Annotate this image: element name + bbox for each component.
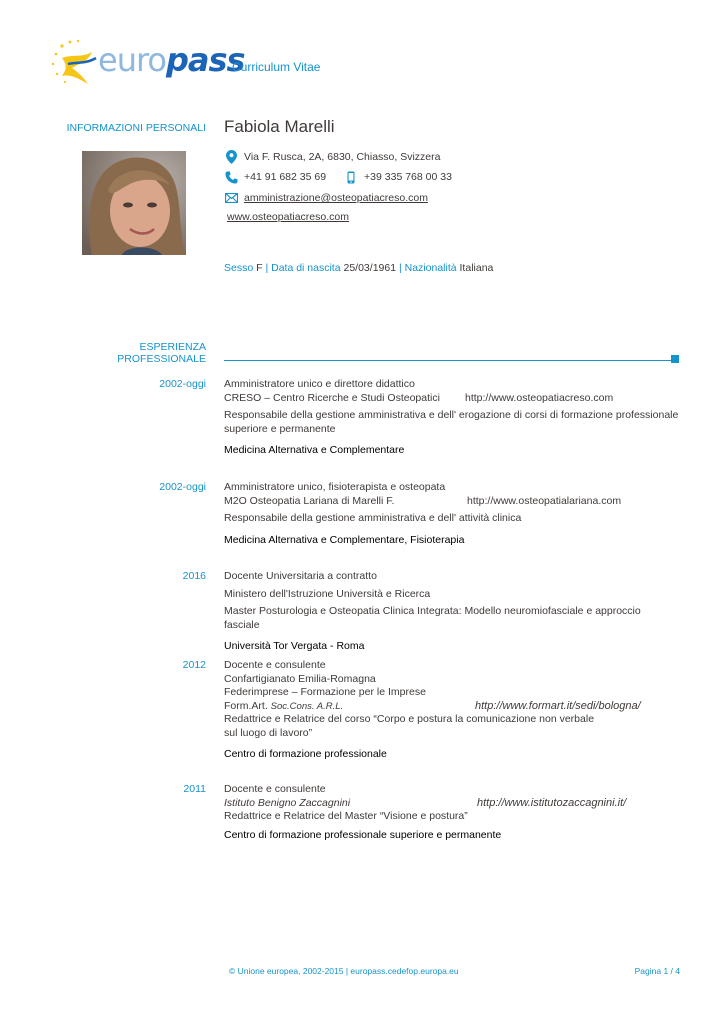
mobile-number[interactable]: +39 335 768 00 33 — [364, 171, 452, 183]
person-name: Fabiola Marelli — [224, 117, 335, 136]
entry-sector: Centro di formazione professionale — [224, 748, 387, 760]
entry-url[interactable]: http://www.osteopatialariana.com — [467, 494, 622, 507]
footer-copyright: © Unione europea, 2002-2015 | europass.cedefop.europa.eu — [229, 966, 459, 976]
entry-description: Responsabile della gestione amministrativa e dell' erogazione di corsi di formazione professionale superiore e permanente — [224, 409, 679, 435]
map-pin-icon — [224, 150, 238, 164]
experience-label-line1: ESPERIENZA — [139, 341, 206, 353]
entry-url[interactable]: http://www.formart.it/sedi/bologna/ — [475, 699, 641, 712]
entry-employer: CRESO – Centro Ricerche e Studi Osteopatici — [224, 391, 440, 404]
entry-employer-secondary: Federimprese – Formazione per le Imprese — [224, 686, 426, 698]
email-row — [224, 191, 428, 205]
entry-date: 2002-oggi — [159, 481, 206, 493]
entry-organisation-type: Soc.Cons. A.R.L. — [270, 700, 344, 712]
phone-icon — [224, 170, 238, 184]
entry-description: Redattrice e Relatrice del corso “Corpo e postura la comunicazione non verbale sul luogo di lavoro” — [224, 713, 595, 739]
birth-value: 25/03/1961 — [343, 262, 397, 274]
entry-date: 2016 — [182, 570, 206, 582]
entry-role: Docente e consulente — [224, 783, 326, 795]
experience-entry — [224, 570, 679, 654]
entry-date: 2012 — [182, 659, 206, 671]
entry-url[interactable]: http://www.osteopatiacreso.com — [465, 391, 614, 404]
entry-description: Master Posturologia e Osteopatia Clinica Integrata: Modello neuromiofasciale e approccio fasciale — [224, 605, 641, 631]
entry-sector: Università Tor Vergata - Roma — [224, 640, 365, 652]
nationality-value: Italiana — [459, 262, 494, 274]
personal-details-row — [224, 262, 493, 274]
entry-role: Docente e consulente — [224, 659, 326, 671]
experience-entry — [224, 659, 679, 762]
entry-employer: Ministero dell'Istruzione Università e Ricerca — [224, 587, 431, 600]
email-icon — [224, 191, 238, 205]
website-link[interactable]: www.osteopatiacreso.com — [227, 211, 349, 223]
entry-date: 2002-oggi — [159, 378, 206, 390]
entry-sector: Medicina Alternativa e Complementare — [224, 444, 405, 456]
entry-date: 2011 — [183, 783, 206, 795]
entry-role: Docente Universitaria a contratto — [224, 570, 377, 582]
personal-info-section-label: INFORMAZIONI PERSONALI — [66, 122, 206, 134]
website-row — [224, 211, 349, 223]
sex-value: F — [256, 262, 263, 274]
entry-description: Redattrice e Relatrice del Master “Visione e postura” — [224, 810, 468, 822]
sex-label: Sesso — [224, 262, 254, 274]
email-link[interactable]: amministrazione@osteopatiacreso.com — [244, 192, 428, 204]
experience-entry — [224, 378, 679, 458]
entry-employer: Istituto Benigno Zaccagnini — [224, 796, 351, 809]
separator: | — [265, 262, 269, 274]
europass-wordmark: europass — [98, 41, 245, 79]
entry-sector: Medicina Alternativa e Complementare, Fisioterapia — [224, 533, 465, 546]
entry-sector: Centro di formazione professionale superiore e permanente — [224, 828, 502, 841]
entry-description: Responsabile della gestione amministrativa e dell' attività clinica — [224, 512, 522, 524]
document-title: Curriculum Vitae — [232, 60, 321, 74]
entry-organisation: Form.Art. — [224, 699, 268, 712]
profile-photo — [82, 151, 186, 255]
mobile-icon — [344, 170, 358, 184]
birth-label: Data di nascita — [271, 262, 341, 274]
experience-label-line2: PROFESSIONALE — [117, 353, 206, 365]
entry-employer: Confartigianato Emilia-Romagna — [224, 672, 376, 685]
address-row — [224, 150, 441, 164]
experience-entry — [224, 783, 679, 842]
separator: | — [398, 262, 402, 274]
entry-url[interactable]: http://www.istitutozaccagnini.it/ — [477, 796, 627, 809]
phone-row — [224, 170, 452, 184]
entry-role: Amministratore unico, fisioterapista e osteopata — [224, 481, 446, 493]
entry-role: Amministratore unico e direttore didattico — [224, 378, 415, 390]
nationality-label: Nazionalità — [404, 262, 457, 274]
experience-entry — [224, 481, 679, 547]
page-number: Pagina 1 / 4 — [634, 966, 680, 976]
experience-section-label — [46, 341, 206, 365]
address-text: Via F. Rusca, 2A, 6830, Chiasso, Svizzera — [244, 151, 441, 163]
section-divider-marker — [671, 355, 679, 363]
section-divider — [224, 360, 671, 361]
entry-employer: M2O Osteopatia Lariana di Marelli F. — [224, 494, 395, 507]
phone-number[interactable]: +41 91 682 35 69 — [244, 171, 327, 183]
